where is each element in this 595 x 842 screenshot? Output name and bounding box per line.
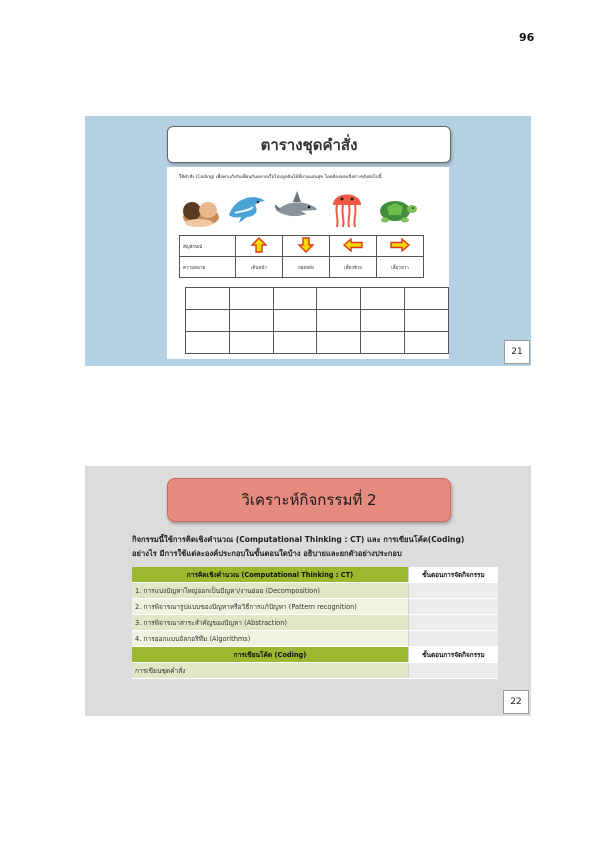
arrow-up-icon: [250, 237, 268, 253]
meaning-row: [180, 257, 424, 278]
meaning-label: ความหมาย: [180, 257, 236, 278]
table-row: [132, 599, 498, 615]
table-header-row: [132, 647, 498, 663]
command-table: [179, 235, 424, 278]
ct-item: 3. การพิจารณาสาระสำคัญของปัญหา (Abstraction): [132, 615, 408, 631]
step-cell: [408, 615, 498, 631]
meaning-cell: ถอยหลัง: [283, 257, 330, 278]
page-number: 96: [519, 31, 535, 44]
answer-grid: [185, 287, 449, 354]
slide-21: [85, 116, 531, 366]
slide-content: [167, 167, 449, 359]
step-cell: [408, 583, 498, 599]
step-header: ขั้นตอนการจัดกิจกรรม: [408, 567, 498, 583]
question-text: [132, 533, 527, 561]
step-cell: [408, 631, 498, 647]
dolphin-icon: [225, 187, 269, 229]
sleeping-boy-icon: [177, 187, 221, 229]
table-header-row: [132, 567, 498, 583]
table-row: [132, 583, 498, 599]
symbols-row: [180, 236, 424, 257]
step-header: ขั้นตอนการจัดกิจกรรม: [408, 647, 498, 663]
slide-22: [85, 466, 531, 716]
ct-item: 4. การออกแบบอัลกอริทึม (Algorithms): [132, 631, 408, 647]
arrow-cell: [236, 236, 283, 257]
ct-item: 1. การแบ่งปัญหาใหญ่ออกเป็นปัญหา/งานย่อย (Decomposition): [132, 583, 408, 599]
step-cell: [408, 599, 498, 615]
ct-item: 2. การพิจารณารูปแบบของปัญหาหรือวิธีการแก้ปัญหา (Pattern recognition): [132, 599, 408, 615]
coding-header: การเขียนโค้ด (Coding): [132, 647, 408, 663]
arrow-cell: [283, 236, 330, 257]
slide-number: 21: [504, 340, 530, 364]
arrow-left-icon: [343, 238, 363, 252]
analysis-table: [132, 567, 498, 679]
arrow-cell: [330, 236, 377, 257]
arrow-right-icon: [390, 238, 410, 252]
meaning-cell: เลี้ยวขวา: [377, 257, 424, 278]
question-line-2: อย่างไร มีการใช้แต่ละองค์ประกอบในขั้นตอนใดบ้าง อธิบายและยกตัวอย่างประกอบ: [132, 549, 402, 558]
coding-item: การเขียนชุดคำสั่ง: [132, 663, 408, 679]
table-row: [132, 663, 498, 679]
ct-header: การคิดเชิงคำนวณ (Computational Thinking : CT): [132, 567, 408, 583]
arrow-down-icon: [297, 237, 315, 253]
jellyfish-icon: [325, 187, 369, 229]
table-row: [132, 615, 498, 631]
meaning-cell: เลี้ยวซ้าย: [330, 257, 377, 278]
table-row: [132, 631, 498, 647]
slide-number: 22: [503, 690, 529, 714]
turtle-icon: [375, 187, 419, 229]
symbols-label: สัญลักษณ์: [180, 236, 236, 257]
meaning-cell: เดินหน้า: [236, 257, 283, 278]
slide-title: วิเคราะห์กิจกรรมที่ 2: [167, 478, 451, 522]
arrow-cell: [377, 236, 424, 257]
step-cell: [408, 663, 498, 679]
instruction-text: ใช้คำสั่ง (Coding) เพื่อพาแก๊งกับเพื่อนกันหลายเรื่อไปปลูกต้นไม้ที่ยามแสนสุข โดยต้องหลบสิ่งต่างๆดังต่อไปนี้: [179, 175, 382, 180]
question-line-1: กิจกรรมนี้ใช้การคิดเชิงคำนวณ (Computational Thinking : CT) และ การเขียนโค้ด(Coding): [132, 535, 465, 544]
shark-icon: [275, 187, 319, 229]
slide-title: ตารางชุดคำสั่ง: [167, 126, 451, 163]
